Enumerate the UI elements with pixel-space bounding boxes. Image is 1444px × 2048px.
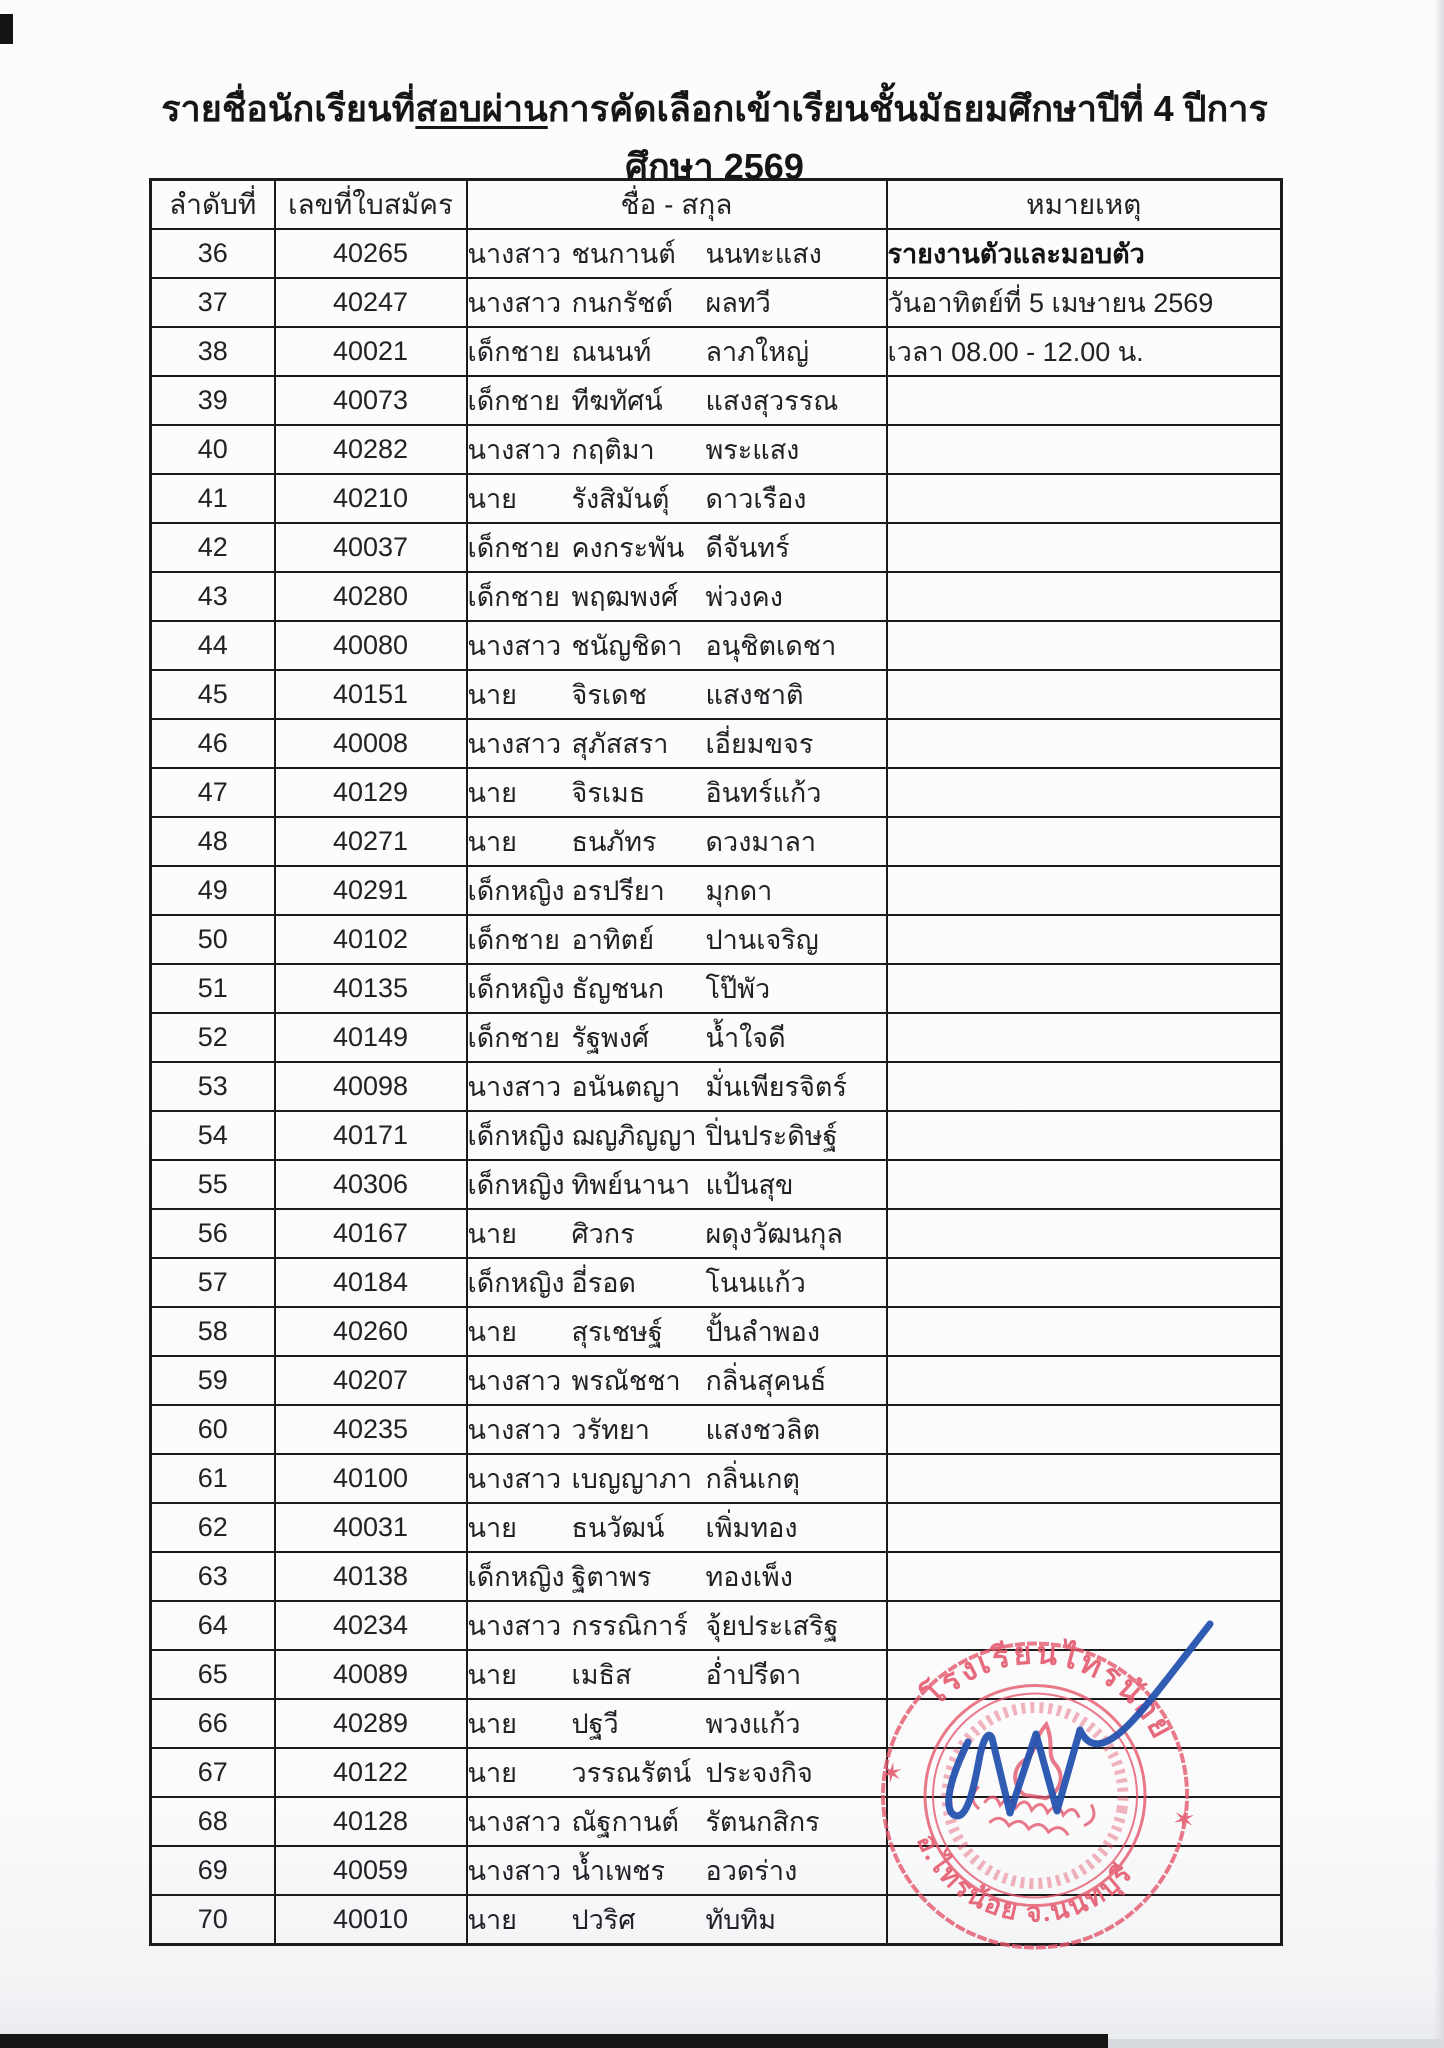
name-prefix: นาย [467, 1317, 517, 1347]
cell-remark [887, 719, 1282, 768]
table-header-row [151, 180, 1282, 230]
table-row [151, 1013, 1282, 1062]
cell-remark [887, 1405, 1282, 1454]
cell-name [467, 1307, 887, 1356]
last-name: เอี่ยมขจร [705, 729, 814, 759]
cell-name [467, 1454, 887, 1503]
first-name: วรัทยา [571, 1415, 650, 1445]
table-row [151, 915, 1282, 964]
name-prefix: เด็กชาย [467, 1023, 560, 1053]
cell-order-number: 40 [151, 425, 275, 474]
table-row [151, 964, 1282, 1013]
cell-application-number: 40010 [275, 1895, 467, 1945]
cell-order-number: 54 [151, 1111, 275, 1160]
table-row [151, 278, 1282, 327]
first-name: เบญญาภา [571, 1464, 692, 1494]
first-name: สุภัสสรา [571, 729, 669, 759]
table-row [151, 817, 1282, 866]
name-prefix: เด็กหญิง [467, 1170, 565, 1200]
cell-remark [887, 1013, 1282, 1062]
cell-name [467, 1062, 887, 1111]
cell-order-number: 70 [151, 1895, 275, 1945]
first-name: สุรเชษฐ์ [571, 1317, 663, 1347]
cell-order-number: 43 [151, 572, 275, 621]
cell-application-number: 40151 [275, 670, 467, 719]
first-name: คงกระพัน [571, 533, 685, 563]
first-name: พรณัชชา [571, 1366, 681, 1396]
cell-remark [887, 1797, 1282, 1846]
first-name: กนกรัชต์ [571, 288, 674, 318]
cell-application-number: 40171 [275, 1111, 467, 1160]
cell-application-number: 40282 [275, 425, 467, 474]
last-name: ทองเพ็ง [705, 1562, 793, 1592]
table-row [151, 1209, 1282, 1258]
table-row [151, 229, 1282, 278]
cell-remark [887, 1160, 1282, 1209]
cell-name [467, 1209, 887, 1258]
cell-remark [887, 1503, 1282, 1552]
cell-order-number: 38 [151, 327, 275, 376]
name-prefix: นาย [467, 484, 517, 514]
table-row [151, 376, 1282, 425]
cell-name [467, 915, 887, 964]
cell-application-number: 40073 [275, 376, 467, 425]
cell-remark: วันอาทิตย์ที่ 5 เมษายน 2569 [887, 278, 1282, 327]
cell-order-number: 61 [151, 1454, 275, 1503]
cell-remark [887, 1356, 1282, 1405]
cell-name [467, 1160, 887, 1209]
first-name: อรปรียา [571, 876, 665, 906]
cell-application-number: 40059 [275, 1846, 467, 1895]
cell-application-number: 40234 [275, 1601, 467, 1650]
cell-remark [887, 1454, 1282, 1503]
cell-order-number: 55 [151, 1160, 275, 1209]
first-name: ปวริศ [571, 1905, 636, 1935]
cell-name [467, 523, 887, 572]
cell-remark [887, 915, 1282, 964]
cell-name [467, 964, 887, 1013]
cell-order-number: 44 [151, 621, 275, 670]
title-underlined: สอบผ่าน [415, 88, 548, 130]
cell-order-number: 68 [151, 1797, 275, 1846]
cell-name [467, 1405, 887, 1454]
last-name: ผดุงวัฒนกุล [705, 1219, 843, 1249]
cell-application-number: 40129 [275, 768, 467, 817]
first-name: รังสิมันตุ์ [571, 484, 670, 514]
last-name: ดวงมาลา [705, 827, 817, 857]
last-name: กลิ่นสุคนธ์ [705, 1366, 827, 1396]
cell-application-number: 40149 [275, 1013, 467, 1062]
last-name: ดีจันทร์ [705, 533, 790, 563]
cell-order-number: 42 [151, 523, 275, 572]
cell-application-number: 40291 [275, 866, 467, 915]
last-name: กลิ่นเกตุ [705, 1464, 800, 1494]
table-row [151, 1160, 1282, 1209]
last-name: พวงแก้ว [705, 1709, 801, 1739]
cell-application-number: 40210 [275, 474, 467, 523]
cell-remark [887, 1699, 1282, 1748]
name-prefix: เด็กหญิง [467, 1121, 565, 1151]
cell-application-number: 40080 [275, 621, 467, 670]
cell-remark [887, 474, 1282, 523]
cell-remark [887, 1748, 1282, 1797]
cell-order-number: 63 [151, 1552, 275, 1601]
name-prefix: นางสาว [467, 1807, 562, 1837]
cell-remark [887, 376, 1282, 425]
name-prefix: เด็กชาย [467, 925, 560, 955]
cell-application-number: 40008 [275, 719, 467, 768]
last-name: ปานเจริญ [705, 925, 819, 955]
table-row [151, 1846, 1282, 1895]
name-prefix: นาย [467, 1709, 517, 1739]
cell-order-number: 52 [151, 1013, 275, 1062]
cell-name [467, 719, 887, 768]
cell-name [467, 229, 887, 278]
name-prefix: นางสาว [467, 729, 562, 759]
stamp-star-right-icon: ✶ [1169, 1803, 1198, 1838]
name-prefix: นาย [467, 680, 517, 710]
cell-name [467, 817, 887, 866]
name-prefix: นางสาว [467, 435, 562, 465]
cell-application-number: 40031 [275, 1503, 467, 1552]
cell-application-number: 40167 [275, 1209, 467, 1258]
cell-order-number: 57 [151, 1258, 275, 1307]
cell-application-number: 40184 [275, 1258, 467, 1307]
last-name: ดาวเรือง [705, 484, 807, 514]
first-name: เมธิส [571, 1660, 632, 1690]
name-prefix: นาย [467, 778, 517, 808]
cell-remark [887, 768, 1282, 817]
cell-order-number: 50 [151, 915, 275, 964]
first-name: ชนกานต์ [571, 239, 676, 269]
last-name: แสงชวลิต [705, 1415, 821, 1445]
last-name: พ่วงคง [705, 582, 783, 612]
last-name: โป๊พัว [705, 974, 771, 1004]
cell-name [467, 1601, 887, 1650]
last-name: ประจงกิจ [705, 1758, 813, 1788]
name-prefix: เด็กชาย [467, 386, 560, 416]
cell-order-number: 56 [151, 1209, 275, 1258]
table-row [151, 719, 1282, 768]
first-name: อี่รอด [571, 1268, 636, 1298]
cell-remark [887, 523, 1282, 572]
cell-name [467, 376, 887, 425]
cell-order-number: 59 [151, 1356, 275, 1405]
name-prefix: นาย [467, 1660, 517, 1690]
cell-application-number: 40098 [275, 1062, 467, 1111]
cell-remark [887, 621, 1282, 670]
last-name: มั่นเพียรจิตร์ [705, 1072, 847, 1102]
cell-order-number: 65 [151, 1650, 275, 1699]
last-name: เพิ่มทอง [705, 1513, 798, 1543]
first-name: กรรณิการ์ [571, 1611, 688, 1641]
table-row [151, 866, 1282, 915]
cell-remark [887, 1552, 1282, 1601]
cell-remark [887, 572, 1282, 621]
name-prefix: เด็กชาย [467, 533, 560, 563]
table-row [151, 474, 1282, 523]
cell-remark [887, 964, 1282, 1013]
cell-name [467, 768, 887, 817]
cell-order-number: 49 [151, 866, 275, 915]
name-prefix: เด็กหญิง [467, 1562, 565, 1592]
name-prefix: นางสาว [467, 1856, 562, 1886]
stamp-star-left-icon: ✶ [877, 1757, 906, 1792]
table-row [151, 621, 1282, 670]
cell-application-number: 40021 [275, 327, 467, 376]
cell-remark [887, 1062, 1282, 1111]
cell-application-number: 40138 [275, 1552, 467, 1601]
cell-application-number: 40089 [275, 1650, 467, 1699]
cell-order-number: 45 [151, 670, 275, 719]
cell-name [467, 1013, 887, 1062]
table-row [151, 1601, 1282, 1650]
name-prefix: เด็กชาย [467, 582, 560, 612]
last-name: แสงสุวรรณ [705, 386, 839, 416]
student-roster-table [149, 178, 1283, 1946]
first-name: ฐิตาพร [571, 1562, 652, 1592]
cell-name [467, 621, 887, 670]
name-prefix: นางสาว [467, 1366, 562, 1396]
cell-remark: เวลา 08.00 - 12.00 น. [887, 327, 1282, 376]
cell-application-number: 40207 [275, 1356, 467, 1405]
cell-application-number: 40265 [275, 229, 467, 278]
scan-artifact-right-edge [1434, 0, 1444, 2048]
table-row [151, 1552, 1282, 1601]
cell-application-number: 40271 [275, 817, 467, 866]
header-remark: หมายเหตุ [887, 180, 1282, 230]
cell-order-number: 69 [151, 1846, 275, 1895]
stamp-arc-top-text: โรงเรียนไทรน้อย [916, 1635, 1182, 1746]
cell-application-number: 40247 [275, 278, 467, 327]
cell-order-number: 48 [151, 817, 275, 866]
cell-order-number: 46 [151, 719, 275, 768]
table-row [151, 1650, 1282, 1699]
last-name: อนุชิตเดชา [705, 631, 837, 661]
cell-application-number: 40135 [275, 964, 467, 1013]
first-name: อนันตญา [571, 1072, 681, 1102]
name-prefix: นางสาว [467, 631, 562, 661]
cell-order-number: 51 [151, 964, 275, 1013]
first-name: รัฐพงศ์ [571, 1023, 650, 1053]
first-name: พฤฒพงศ์ [571, 582, 679, 612]
cell-application-number: 40280 [275, 572, 467, 621]
cell-order-number: 39 [151, 376, 275, 425]
table-row [151, 1699, 1282, 1748]
table-row [151, 1454, 1282, 1503]
cell-name [467, 1503, 887, 1552]
name-prefix: เด็กหญิง [467, 876, 565, 906]
cell-order-number: 36 [151, 229, 275, 278]
cell-remark [887, 1307, 1282, 1356]
cell-name [467, 425, 887, 474]
title-pre: รายชื่อนักเรียนที่ [161, 88, 416, 130]
table-row [151, 1503, 1282, 1552]
last-name: ทับทิม [705, 1905, 777, 1935]
cell-remark [887, 1111, 1282, 1160]
title-post: การคัดเลือกเข้าเรียนชั้นมัธยมศึกษาปีที่ 4 ปีการศึกษา 2569 [547, 88, 1268, 187]
cell-name [467, 1846, 887, 1895]
last-name: รัตนกสิกร [705, 1807, 820, 1837]
table-row [151, 1405, 1282, 1454]
name-prefix: นาย [467, 827, 517, 857]
cell-name [467, 278, 887, 327]
table-row [151, 1258, 1282, 1307]
first-name: ทิพย์นานา [571, 1170, 691, 1200]
name-prefix: เด็กหญิง [467, 974, 565, 1004]
cell-name [467, 327, 887, 376]
cell-order-number: 37 [151, 278, 275, 327]
cell-order-number: 58 [151, 1307, 275, 1356]
cell-remark [887, 1895, 1282, 1945]
name-prefix: นางสาว [467, 1464, 562, 1494]
cell-order-number: 67 [151, 1748, 275, 1797]
first-name: วรรณรัตน์ [571, 1758, 692, 1788]
cell-remark [887, 1258, 1282, 1307]
last-name: อ่ำปรีดา [705, 1660, 802, 1690]
cell-order-number: 66 [151, 1699, 275, 1748]
cell-remark: รายงานตัวและมอบตัว [887, 229, 1282, 278]
table-row [151, 425, 1282, 474]
cell-application-number: 40128 [275, 1797, 467, 1846]
cell-application-number: 40260 [275, 1307, 467, 1356]
first-name: ปฐวี [571, 1709, 619, 1739]
first-name: จิรเดช [571, 680, 647, 710]
cell-name [467, 1699, 887, 1748]
cell-remark [887, 670, 1282, 719]
cell-remark [887, 817, 1282, 866]
scan-artifact-bottom-bar [0, 2034, 1108, 2048]
cell-application-number: 40235 [275, 1405, 467, 1454]
name-prefix: นางสาว [467, 288, 562, 318]
cell-application-number: 40122 [275, 1748, 467, 1797]
last-name: ปั้นลำพอง [705, 1317, 820, 1347]
last-name: แป้นสุข [705, 1170, 794, 1200]
header-name-surname: ชื่อ - สกุล [467, 180, 887, 230]
cell-name [467, 572, 887, 621]
first-name: ธนภัทร [571, 827, 657, 857]
cell-order-number: 62 [151, 1503, 275, 1552]
cell-remark [887, 1650, 1282, 1699]
table-row [151, 768, 1282, 817]
first-name: ชนัญชิดา [571, 631, 683, 661]
cell-name [467, 1111, 887, 1160]
first-name: จิรเมธ [571, 778, 646, 808]
last-name: นนทะแสง [705, 239, 822, 269]
cell-remark [887, 1846, 1282, 1895]
first-name: ธนวัฒน์ [571, 1513, 665, 1543]
first-name: ธัญชนก [571, 974, 665, 1004]
table-row [151, 1307, 1282, 1356]
cell-name [467, 474, 887, 523]
name-prefix: นาย [467, 1219, 517, 1249]
cell-name [467, 1650, 887, 1699]
table-row [151, 1748, 1282, 1797]
last-name: อินทร์แก้ว [705, 778, 822, 808]
header-order-number: ลำดับที่ [151, 180, 275, 230]
cell-order-number: 41 [151, 474, 275, 523]
cell-name [467, 1356, 887, 1405]
last-name: พระแสง [705, 435, 800, 465]
table-row [151, 572, 1282, 621]
cell-application-number: 40100 [275, 1454, 467, 1503]
last-name: จุ้ยประเสริฐ [705, 1611, 839, 1641]
last-name: ผลทวี [705, 288, 771, 318]
table-row [151, 327, 1282, 376]
name-prefix: นางสาว [467, 1415, 562, 1445]
first-name: กฤติมา [571, 435, 655, 465]
name-prefix: เด็กหญิง [467, 1268, 565, 1298]
cell-name [467, 1258, 887, 1307]
name-prefix: เด็กชาย [467, 337, 560, 367]
roster-body [151, 229, 1282, 1945]
first-name: ฌญภิญญา [571, 1121, 697, 1151]
cell-name [467, 1552, 887, 1601]
first-name: ณัฐกานต์ [571, 1807, 679, 1837]
cell-application-number: 40306 [275, 1160, 467, 1209]
cell-remark [887, 1209, 1282, 1258]
name-prefix: นางสาว [467, 239, 562, 269]
cell-name [467, 866, 887, 915]
last-name: น้ำใจดี [705, 1023, 786, 1053]
first-name: ณนนท์ [571, 337, 652, 367]
scan-artifact-top-left [0, 14, 13, 44]
cell-order-number: 60 [151, 1405, 275, 1454]
table-row [151, 1111, 1282, 1160]
table-row [151, 1062, 1282, 1111]
last-name: ลาภใหญ่ [705, 337, 809, 367]
cell-name [467, 1797, 887, 1846]
name-prefix: นางสาว [467, 1611, 562, 1641]
table-row [151, 523, 1282, 572]
cell-remark [887, 425, 1282, 474]
cell-name [467, 1895, 887, 1945]
cell-application-number: 40289 [275, 1699, 467, 1748]
name-prefix: นาย [467, 1758, 517, 1788]
name-prefix: นาย [467, 1513, 517, 1543]
cell-order-number: 47 [151, 768, 275, 817]
cell-remark [887, 1601, 1282, 1650]
scan-artifact-bottom-right [1108, 2039, 1444, 2048]
cell-order-number: 53 [151, 1062, 275, 1111]
cell-application-number: 40102 [275, 915, 467, 964]
name-prefix: นาย [467, 1905, 517, 1935]
last-name: โนนแก้ว [705, 1268, 806, 1298]
table-row [151, 1797, 1282, 1846]
last-name: อวดร่าง [705, 1856, 798, 1886]
cell-application-number: 40037 [275, 523, 467, 572]
first-name: น้ำเพชร [571, 1856, 665, 1886]
cell-order-number: 64 [151, 1601, 275, 1650]
header-application-number: เลขที่ใบสมัคร [275, 180, 467, 230]
cell-name [467, 1748, 887, 1797]
first-name: ทีฆทัศน์ [571, 386, 663, 416]
first-name: ศิวกร [571, 1219, 635, 1249]
last-name: มุกดา [705, 876, 773, 906]
stamp-arc-bottom-text: อ.ไทรน้อย จ.นนทบุรี [911, 1829, 1139, 1928]
last-name: แสงชาติ [705, 680, 804, 710]
table-row [151, 1356, 1282, 1405]
cell-remark [887, 866, 1282, 915]
last-name: ปิ่นประดิษฐ์ [705, 1121, 838, 1151]
cell-name [467, 670, 887, 719]
name-prefix: นางสาว [467, 1072, 562, 1102]
first-name: อาทิตย์ [571, 925, 655, 955]
table-row [151, 1895, 1282, 1945]
table-row [151, 670, 1282, 719]
